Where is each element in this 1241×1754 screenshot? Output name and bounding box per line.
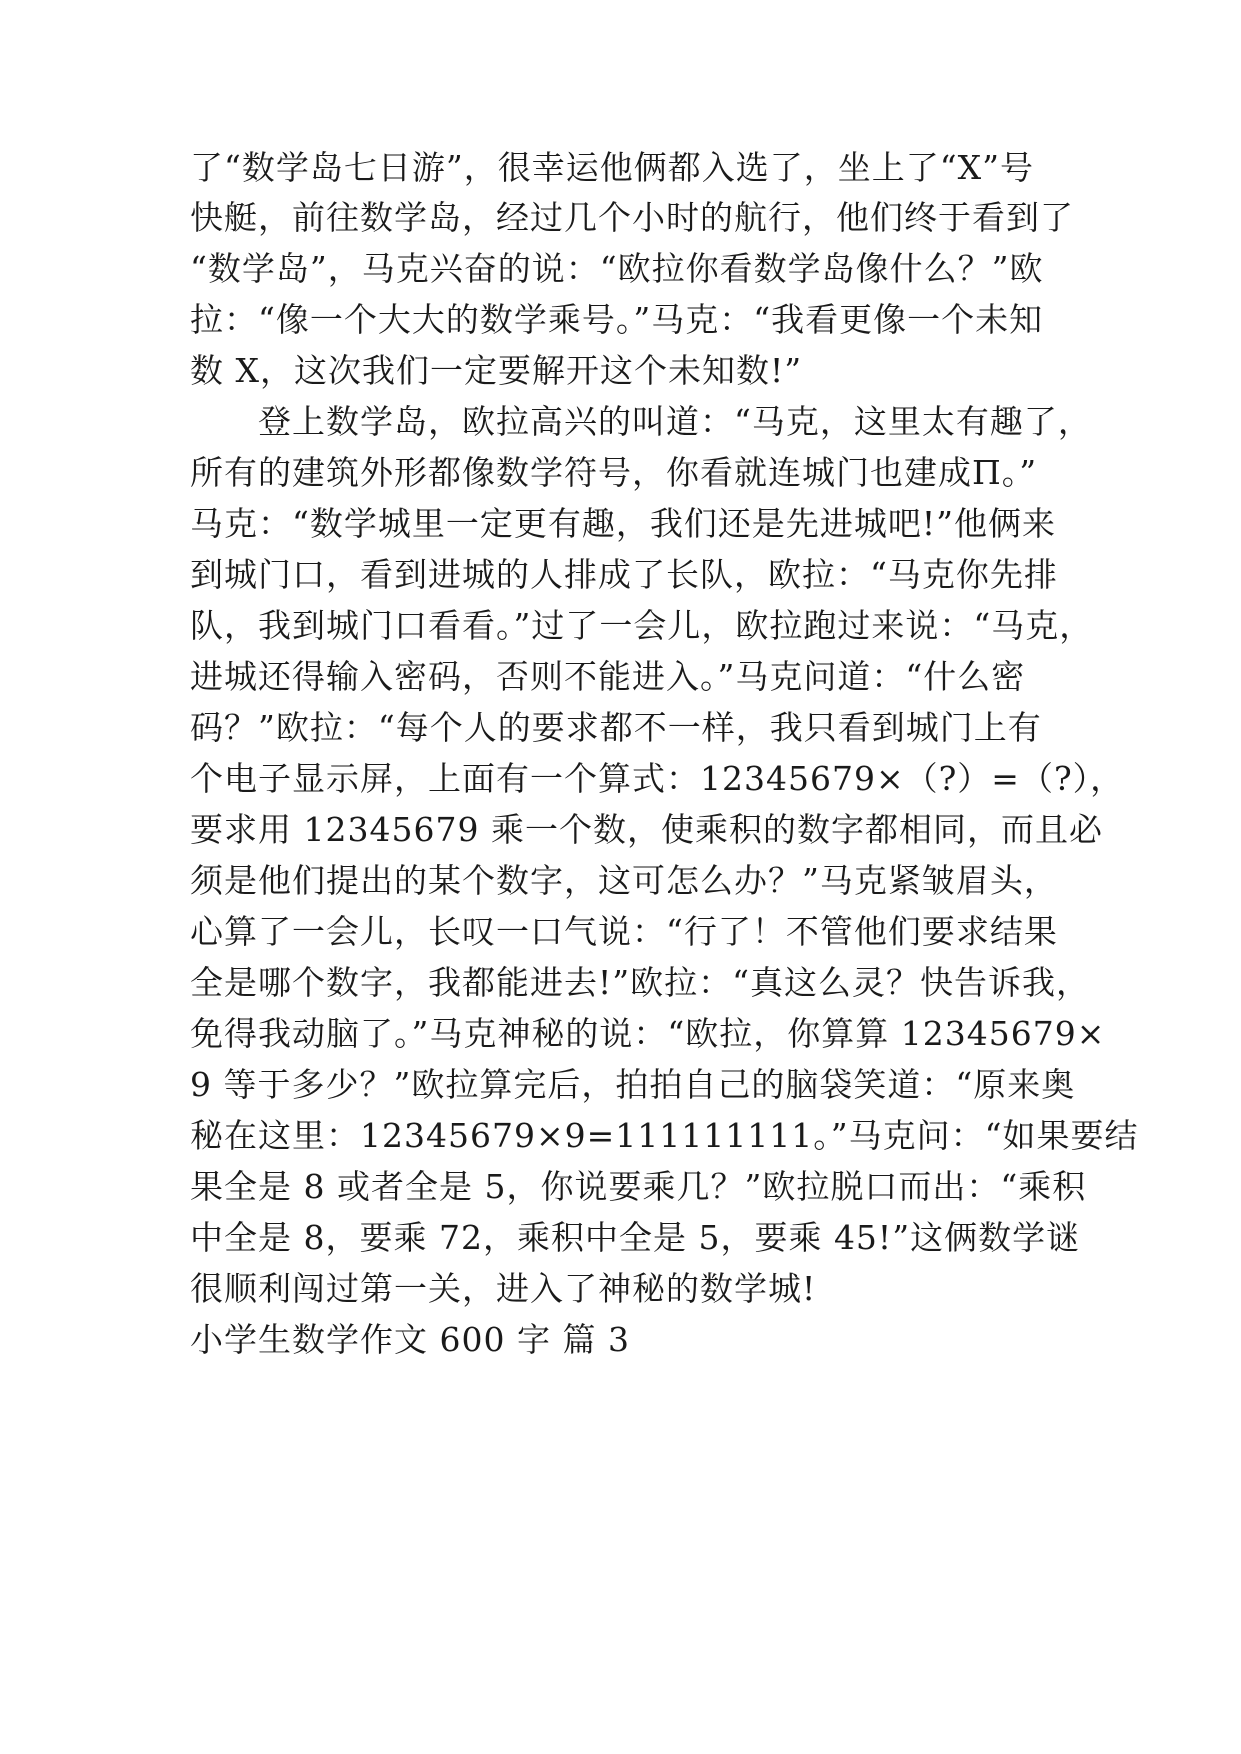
text-line: 秘在这里：12345679×9=111111111。”马克问：“如果要结 bbox=[190, 1116, 1139, 1155]
text-line: 要求用 12345679 乘一个数，使乘积的数字都相同，而且必 bbox=[190, 810, 1103, 849]
text-line: 拉：“像一个大大的数学乘号。”马克：“我看更像一个未知 bbox=[190, 300, 1044, 339]
text-line: 个电子显示屏，上面有一个算式：12345679×（?）=（?）， bbox=[190, 759, 1125, 798]
text-line: 很顺利闯过第一关，进入了神秘的数学城! bbox=[190, 1269, 817, 1308]
text-line: 心算了一会儿，长叹一口气说：“行了！不管他们要求结果 bbox=[190, 912, 1058, 951]
text-line: 所有的建筑外形都像数学符号，你看就连城门也建成Π。” bbox=[190, 453, 1038, 492]
text-line: 队，我到城门口看看。”过了一会儿，欧拉跑过来说：“马克， bbox=[190, 606, 1094, 645]
text-line: 果全是 8 或者全是 5，你说要乘几？”欧拉脱口而出：“乘积 bbox=[190, 1167, 1087, 1206]
text-line: 9 等于多少？”欧拉算完后，拍拍自己的脑袋笑道：“原来奥 bbox=[190, 1065, 1076, 1104]
text-line: 全是哪个数字，我都能进去!”欧拉：“真这么灵？快告诉我， bbox=[190, 963, 1091, 1002]
text-line: 了“数学岛七日游”，很幸运他俩都入选了，坐上了“X”号 bbox=[190, 148, 1034, 187]
text-line: 快艇，前往数学岛，经过几个小时的航行，他们终于看到了 bbox=[190, 198, 1074, 237]
text-line: 到城门口，看到进城的人排成了长队，欧拉：“马克你先排 bbox=[190, 555, 1058, 594]
text-line: 须是他们提出的某个数字，这可怎么办？”马克紧皱眉头， bbox=[190, 861, 1058, 900]
text-line: 进城还得输入密码，否则不能进入。”马克问道：“什么密 bbox=[190, 657, 1026, 696]
text-line: “数学岛”，马克兴奋的说：“欧拉你看数学岛像什么？”欧 bbox=[190, 249, 1044, 288]
text-line: 中全是 8，要乘 72，乘积中全是 5，要乘 45!”这俩数学谜 bbox=[190, 1218, 1081, 1257]
text-line: 马克：“数学城里一定更有趣，我们还是先进城吧!”他俩来 bbox=[190, 504, 1057, 543]
section-heading: 小学生数学作文 600 字 篇 3 bbox=[190, 1320, 630, 1359]
paragraph-first-line: 登上数学岛，欧拉高兴的叫道：“马克，这里太有趣了， bbox=[258, 402, 1092, 441]
text-line: 码？”欧拉：“每个人的要求都不一样，我只看到城门上有 bbox=[190, 708, 1042, 747]
text-line: 数 X，这次我们一定要解开这个未知数!” bbox=[190, 351, 803, 390]
text-line: 免得我动脑了。”马克神秘的说：“欧拉，你算算 12345679× bbox=[190, 1014, 1106, 1053]
